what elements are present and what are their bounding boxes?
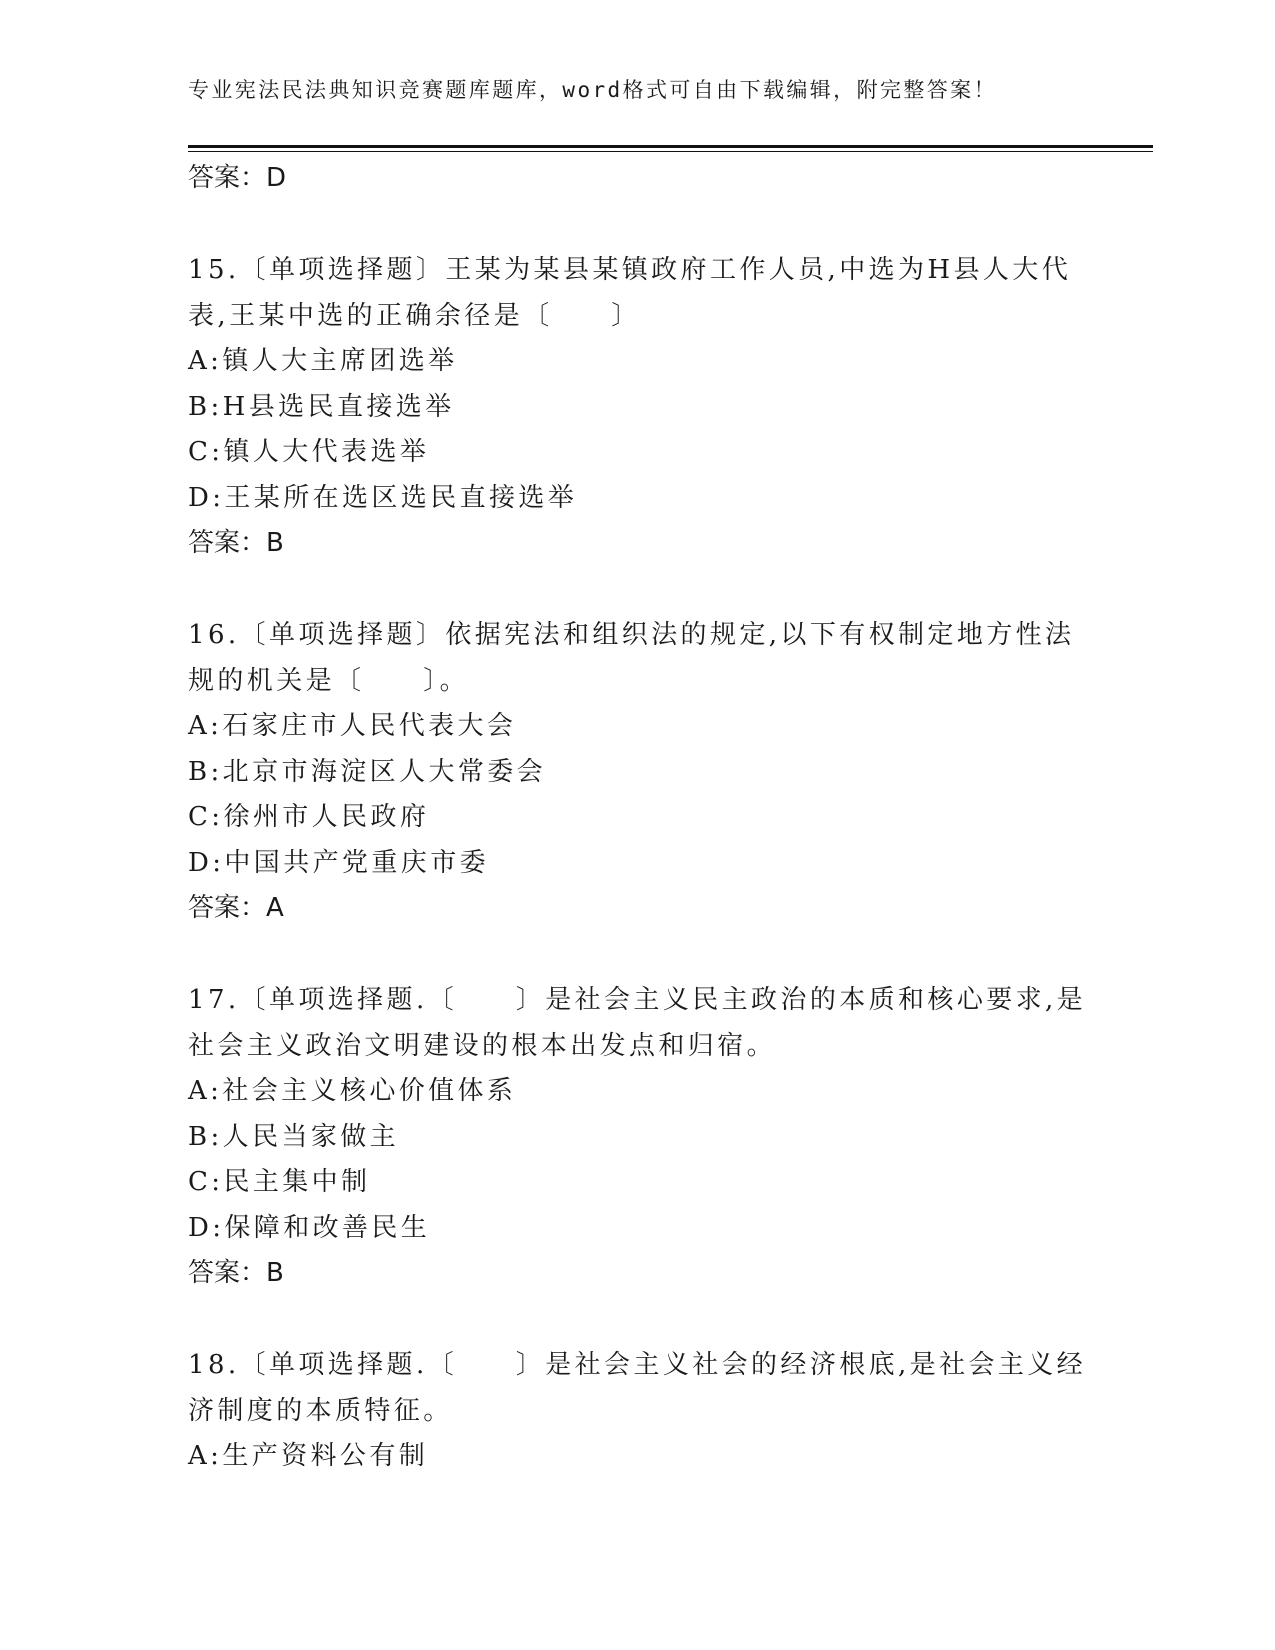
- question-text: 17.〔单项选择题.〔 〕是社会主义民主政治的本质和核心要求,是: [188, 985, 1087, 1015]
- spacer: [188, 201, 1088, 248]
- question-list: [188, 156, 1088, 1480]
- spacer: [188, 931, 1088, 978]
- spacer: [188, 1296, 1088, 1343]
- option-c: C:镇人大代表选举: [188, 437, 430, 467]
- question-text: 表,王某中选的正确余径是〔 〕: [188, 300, 641, 331]
- answer-line: 答案：A: [188, 893, 284, 923]
- option-d: D:王某所在选区选民直接选举: [188, 482, 578, 513]
- page-header: 专业宪法民法典知识竞赛题库题库，word格式可自由下载编辑，附完整答案！: [188, 78, 997, 102]
- answer-line: 答案：B: [188, 528, 284, 558]
- option-a: A:镇人大主席团选举: [188, 346, 458, 376]
- question-text: 规的机关是〔 〕。: [188, 665, 470, 696]
- spacer: [188, 566, 1088, 613]
- header-rule-thick: [188, 145, 1153, 148]
- option-a: A:生产资料公有制: [188, 1441, 429, 1471]
- option-a: A:社会主义核心价值体系: [188, 1076, 517, 1106]
- question-16: [188, 613, 1088, 931]
- option-d: D:保障和改善民生: [188, 1212, 431, 1243]
- option-a: A:石家庄市人民代表大会: [188, 711, 517, 741]
- answer-line: 答案：D: [188, 163, 287, 193]
- question-text: 济制度的本质特征。: [188, 1395, 453, 1426]
- option-b: B:北京市海淀区人大常委会: [188, 756, 547, 787]
- answer-line: 答案：B: [188, 1258, 284, 1288]
- option-b: B:人民当家做主: [188, 1121, 400, 1152]
- option-b: B:H县选民直接选举: [188, 391, 455, 422]
- question-text: 16.〔单项选择题〕依据宪法和组织法的规定,以下有权制定地方性法: [188, 620, 1075, 650]
- question-15: [188, 248, 1088, 566]
- option-c: C:民主集中制: [188, 1167, 371, 1197]
- option-d: D:中国共产党重庆市委: [188, 847, 490, 878]
- question-17: [188, 978, 1088, 1296]
- question-text: 社会主义政治文明建设的根本出发点和归宿。: [188, 1030, 777, 1061]
- question-text: 18.〔单项选择题.〔 〕是社会主义社会的经济根底,是社会主义经: [188, 1350, 1087, 1380]
- header-rule-thin: [188, 151, 1153, 152]
- option-c: C:徐州市人民政府: [188, 802, 430, 832]
- question-18: [188, 1343, 1088, 1480]
- question-text: 15.〔单项选择题〕王某为某县某镇政府工作人员,中选为H县人大代: [188, 255, 1072, 285]
